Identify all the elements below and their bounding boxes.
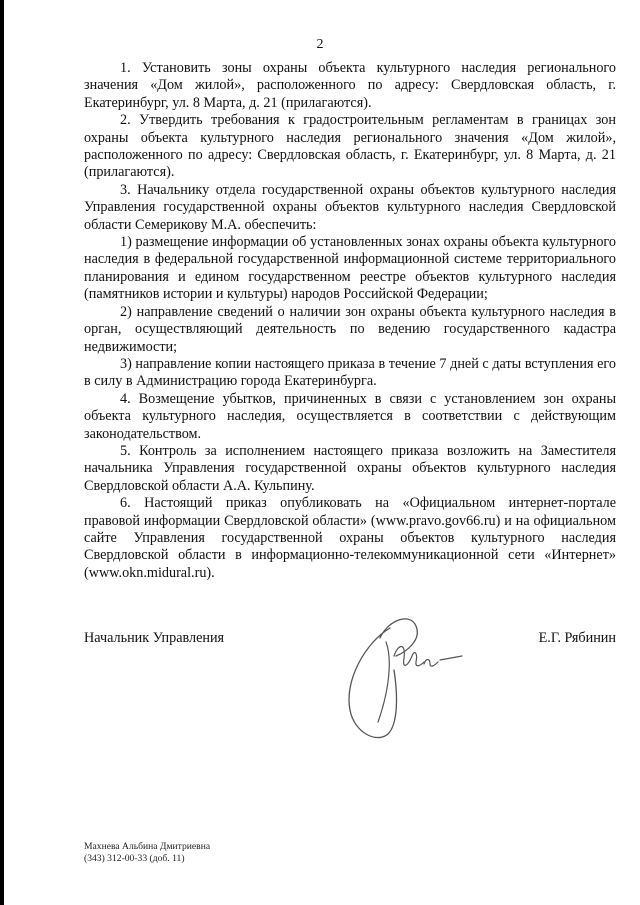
paragraph-item-3: 3. Начальнику отдела государственной охраны объектов культурного наследия Управления государственной охраны объектов культурного наследия Свердловской области Семерикову М.А. обеспечить: bbox=[84, 181, 616, 233]
signer-position: Начальник Управления bbox=[84, 630, 225, 646]
paragraph-item-2: 2. Утвердить требования к градостроительным регламентам в границах зон охраны объекта культурного наследия регионального значения «Дом жилой», расположенного по адресу: Свердловская область, г. Екатеринбург, ул. 8 Марта, д. 21 (прилагаются). bbox=[84, 112, 616, 181]
paragraph-subitem-1: 1) размещение информации об установленных зонах охраны объекта культурного наследия в федеральной государственной информационной системе территориального планирования и едином государственном реестре объектов культурного наследия (памятников истории и культуры) народов Российской Федерации; bbox=[84, 234, 616, 303]
paragraph-item-1: 1. Установить зоны охраны объекта культурного наследия регионального значения «Дом жилой», расположенного по адресу: Свердловская область, г. Екатеринбург, ул. 8 Марта, д. 21 (прилагаются). bbox=[84, 60, 616, 111]
order-body bbox=[84, 60, 616, 582]
signer-name: Е.Г. Рябинин bbox=[538, 630, 616, 646]
paragraph-subitem-2: 2) направление сведений о наличии зон охраны объекта культурного наследия в орган, осуществляющий деятельность по ведению государственного кадастра недвижимости; bbox=[84, 303, 616, 355]
handwritten-signature bbox=[336, 592, 476, 752]
paragraph-item-6: 6. Настоящий приказ опубликовать на «Официальном интернет-портале правовой информации Свердловской области» (www.pravo.gov66.ru) и на официальном сайте Управления государственной охраны объектов культурного наследия Свердловской области в информационно-телекоммуникационной сети «Интернет» (www.okn.midural.ru). bbox=[84, 495, 616, 581]
paragraph-item-4: 4. Возмещение убытков, причиненных в связи с установлением зон охраны объекта культурного наследия, осуществляется в соответствии с действующим законодательством. bbox=[84, 390, 616, 442]
page-number: 2 bbox=[316, 37, 324, 52]
page-left-border bbox=[0, 0, 4, 905]
paragraph-subitem-3: 3) направление копии настоящего приказа в течение 7 дней с даты вступления его в силу в Администрацию города Екатеринбурга. bbox=[84, 355, 616, 390]
executor-name: Махнева Альбина Дмитриевна bbox=[84, 841, 211, 852]
executor-info bbox=[84, 841, 210, 865]
executor-phone: (343) 312-00-33 (доб. 11) bbox=[84, 853, 185, 864]
paragraph-item-5: 5. Контроль за исполнением настоящего приказа возложить на Заместителя начальника Управления государственной охраны объектов культурного наследия Свердловской области А.А. Кульпину. bbox=[84, 442, 616, 494]
